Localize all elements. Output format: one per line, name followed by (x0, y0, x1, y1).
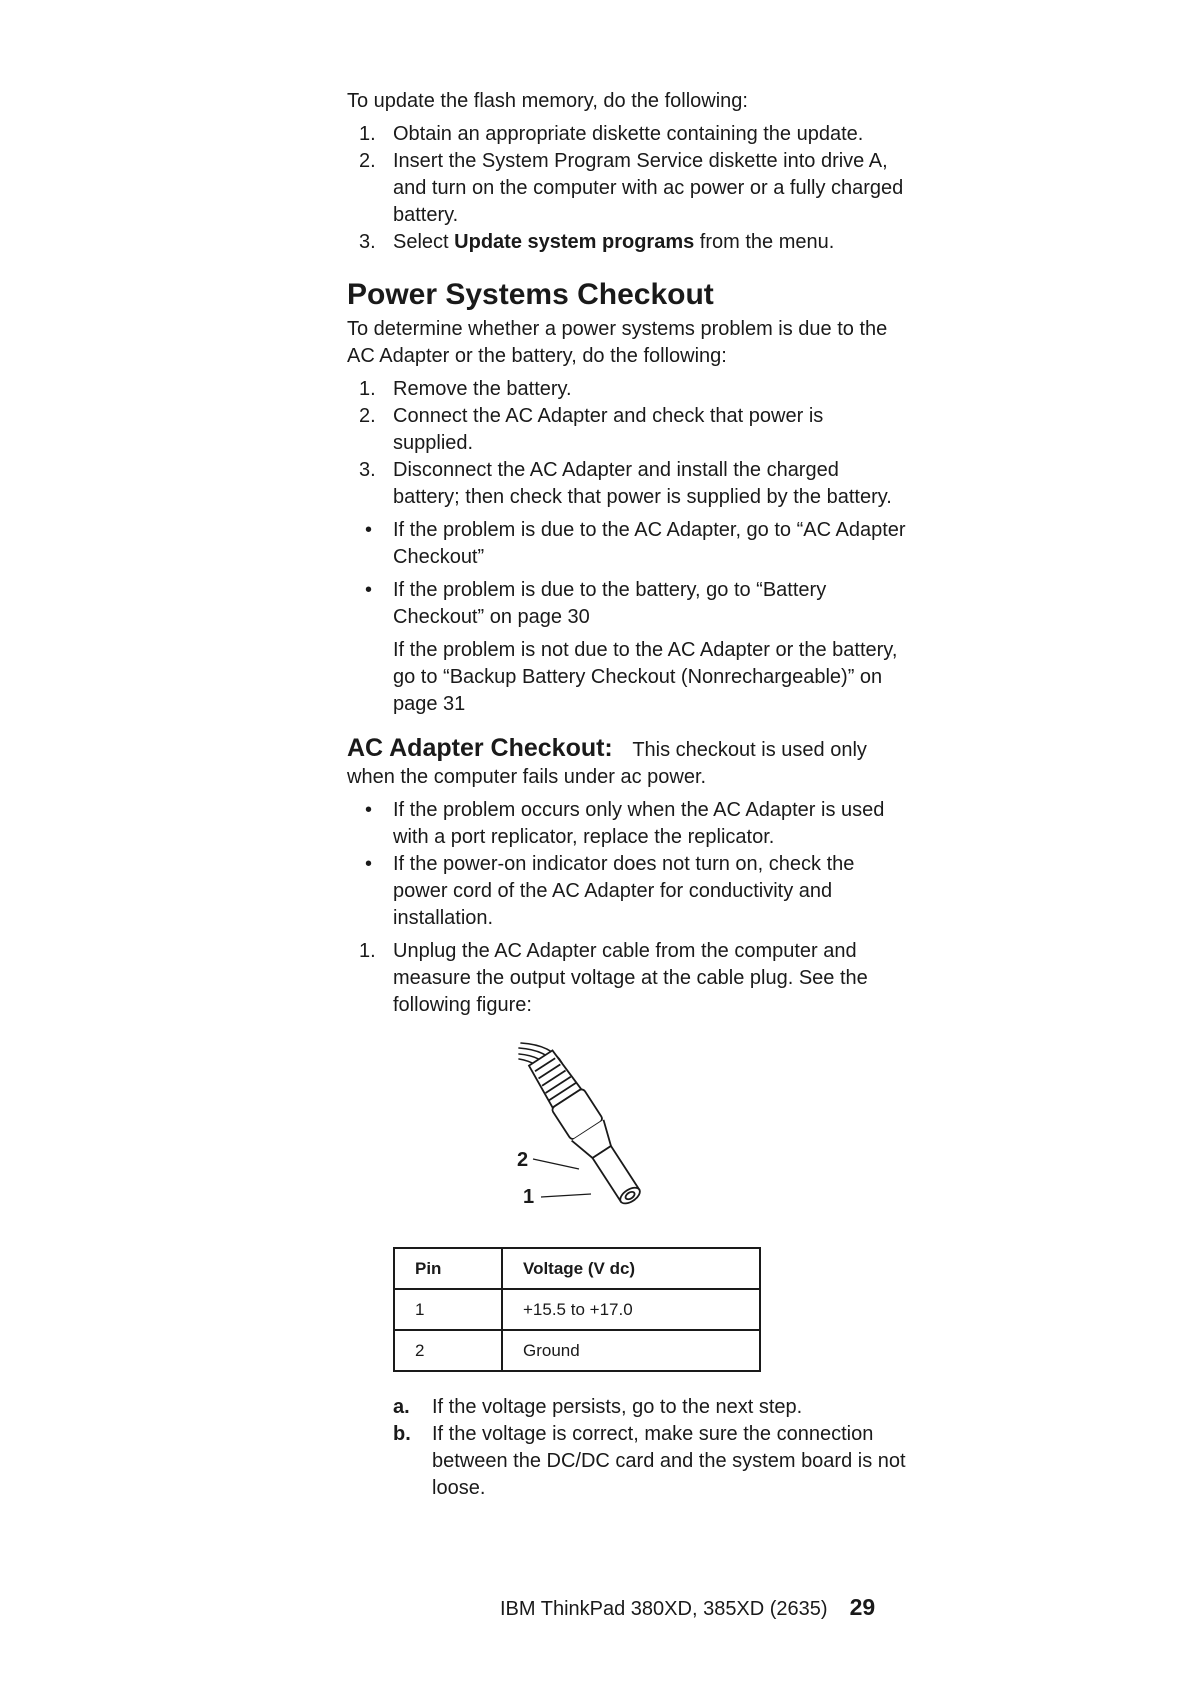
bullet-glyph: • (365, 799, 373, 821)
bullet-text: If the problem occurs only when the AC Adapter is used with a port replicator, replace the replicator. (393, 799, 885, 848)
step-text-pre: Select (393, 231, 455, 253)
step-text-post: from the menu. (694, 231, 835, 253)
list-item (347, 457, 907, 511)
step-number: 1. (359, 378, 376, 400)
step-number: 3. (359, 459, 376, 481)
list-item (347, 1394, 907, 1421)
step-text: Connect the AC Adapter and check that power is supplied. (393, 405, 824, 454)
plug-figure (347, 1029, 907, 1239)
bullet-item (347, 517, 907, 571)
list-item (347, 229, 907, 256)
sub-step-text: If the voltage persists, go to the next step. (432, 1396, 803, 1418)
bullet-text: If the problem is due to the battery, go to “Battery Checkout” on page 30 (393, 579, 827, 628)
text-column (347, 88, 907, 1502)
cell-pin: 1 (394, 1289, 502, 1330)
page-number: 29 (849, 1594, 876, 1620)
table-row (394, 1289, 760, 1330)
header-voltage: Voltage (V dc) (502, 1248, 760, 1289)
sub-step-letter: b. (393, 1423, 411, 1445)
step-number: 3. (359, 231, 376, 253)
list-item (347, 1421, 907, 1502)
bullet-glyph: • (365, 579, 373, 601)
footer-title: IBM ThinkPad 380XD, 385XD (2635) (500, 1598, 828, 1620)
menu-option-name: Update system programs (454, 231, 695, 253)
subsection-heading: AC Adapter Checkout: (347, 734, 613, 762)
ac-plug-illustration (347, 1029, 907, 1239)
step-text: Unplug the AC Adapter cable from the computer and measure the output voltage at the cable plug. See the following figure: (393, 940, 868, 1016)
step-text: Obtain an appropriate diskette containing the update. (393, 123, 864, 145)
cell-voltage: +15.5 to +17.0 (502, 1289, 760, 1330)
pin-2-label: 2 (517, 1149, 529, 1171)
power-steps (347, 376, 907, 511)
list-item (347, 403, 907, 457)
power-intro: To determine whether a power systems problem is due to the AC Adapter or the battery, do the following: (347, 318, 888, 367)
flash-steps (347, 121, 907, 256)
section-heading: Power Systems Checkout (347, 278, 714, 311)
ac-intro-rest: when the computer fails under ac power. (347, 766, 707, 788)
flash-intro: To update the flash memory, do the following: (347, 90, 748, 112)
bullet-item (347, 851, 907, 932)
sub-steps (347, 1394, 907, 1502)
pin-1-label: 1 (523, 1186, 535, 1208)
ac-intro (347, 735, 907, 764)
page-footer (500, 1594, 875, 1621)
table-header-row (394, 1248, 760, 1289)
sub-step-text: If the voltage is correct, make sure the connection between the DC/DC card and the system board is not loose. (432, 1423, 906, 1499)
step-text: Remove the battery. (393, 378, 572, 400)
step-number: 2. (359, 405, 376, 427)
bullet-text: If the power-on indicator does not turn on, check the power cord of the AC Adapter for conductivity and installation. (393, 853, 855, 929)
step-text: Insert the System Program Service diskette into drive A, and turn on the computer with ac power or a fully charged battery. (393, 150, 904, 226)
list-item (347, 376, 907, 403)
bullet-text: If the problem is due to the AC Adapter, go to “AC Adapter Checkout” (393, 519, 906, 568)
bullet-item (347, 577, 907, 631)
header-pin: Pin (394, 1248, 502, 1289)
bullet-glyph: • (365, 519, 373, 541)
table-row (394, 1330, 760, 1371)
step-text: Disconnect the AC Adapter and install the charged battery; then check that power is supplied by the battery. (393, 459, 892, 508)
list-item (347, 938, 907, 1019)
list-item (347, 148, 907, 229)
cell-voltage: Ground (502, 1330, 760, 1371)
step-number: 2. (359, 150, 376, 172)
list-item (347, 121, 907, 148)
sub-step-letter: a. (393, 1396, 410, 1418)
ac-intro-inline: This checkout is used only (632, 739, 867, 761)
bullet-glyph: • (365, 853, 373, 875)
power-note: If the problem is not due to the AC Adapter or the battery, go to “Backup Battery Checkout (Nonrechargeable)” on page 31 (393, 639, 898, 715)
cell-pin: 2 (394, 1330, 502, 1371)
step-number: 1. (359, 940, 376, 962)
bullet-item (347, 797, 907, 851)
step-number: 1. (359, 123, 376, 145)
pin-voltage-table (393, 1247, 761, 1372)
